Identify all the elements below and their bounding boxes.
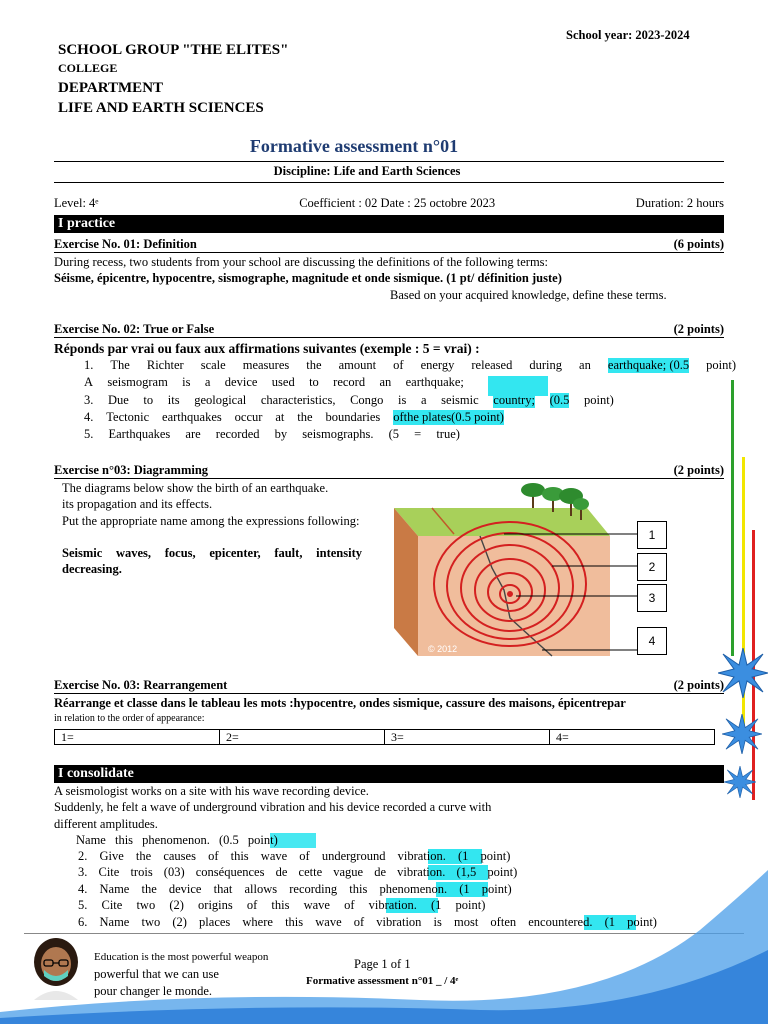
ex4-points: (2 points) <box>673 678 724 692</box>
word: true) <box>436 427 460 441</box>
item-number: 5. <box>84 427 94 441</box>
word: a <box>204 375 211 389</box>
ex1-line1: During recess, two students from your school are discussing the definitions of the following terms: <box>54 255 549 269</box>
college-label: COLLEGE <box>58 61 118 75</box>
item-number: 3. <box>84 393 94 407</box>
item-text: Name two (2) places where this wave of vibration is most often encountered. (1 point) <box>99 915 657 929</box>
page-title: Formative assessment n°01 <box>249 136 459 156</box>
item-number: 3. <box>78 865 88 879</box>
word: at <box>275 410 285 424</box>
word: point) <box>583 393 614 407</box>
coefficient-date: Coefficient : 02 Date : 25 octobre 2023 <box>299 196 496 210</box>
school-year: School year: 2023-2024 <box>566 28 690 42</box>
ex4-instruction: Réarrange et classe dans le tableau les mots :hypocentre, ondes sismique, cassure des maisons, épicentrepar <box>54 696 626 710</box>
word: of <box>393 358 404 372</box>
word: by <box>274 427 288 441</box>
ex2-item-5 <box>84 427 460 442</box>
word: during <box>529 358 563 372</box>
table-cell[interactable]: 3= <box>385 730 550 745</box>
ex3-line4: Seismic waves, focus, epicenter, fault, intensity decreasing. <box>62 546 362 576</box>
star-icon <box>722 714 762 754</box>
discipline-rule <box>54 182 724 183</box>
ex3-line2: its propagation and its effects. <box>62 497 213 511</box>
ex5-intro1: A seismologist works on a site with his wave recording device. <box>54 784 369 798</box>
ex1-points: (6 points) <box>673 237 724 251</box>
item-text: Give the causes of this wave of underground vibration. (1 point) <box>99 849 511 863</box>
ex2-title: Exercise No. 02: True or False <box>54 322 215 336</box>
item-text: Name the device that allows recording this phenomenon. (1 point) <box>99 882 512 896</box>
word: seismogram <box>107 375 168 389</box>
word: point) <box>706 358 736 372</box>
ex2-item-4 <box>84 410 504 425</box>
word-highlighted: (0.5 <box>549 393 570 407</box>
word: Congo <box>350 393 384 407</box>
page-number: Page 1 of 1 <box>354 957 411 971</box>
word: scale <box>200 358 226 372</box>
ex5-item-1 <box>76 833 278 848</box>
ex3-header <box>54 463 724 479</box>
word: Tectonic <box>106 410 150 424</box>
item-number: 1. <box>84 358 94 372</box>
ex2-item-1 <box>84 358 736 373</box>
table-row <box>55 730 715 745</box>
rearrangement-table <box>54 729 715 745</box>
word: earthquake; <box>405 375 464 389</box>
item-number: 6. <box>78 915 88 929</box>
ex1-line3: Based on your acquired knowledge, define these terms. <box>390 288 667 302</box>
ex1-line2: Séisme, épicentre, hypocentre, sismographe, magnitude et onde sismique. (1 pt/ définition juste) <box>54 271 562 285</box>
word-highlighted: country; <box>493 393 535 407</box>
ex1-title: Exercise No. 01: Definition <box>54 237 197 251</box>
word: Due <box>107 393 129 407</box>
item-number: 5. <box>78 898 88 912</box>
level: Level: 4ᵉ <box>54 196 99 210</box>
item-text: Cite two (2) origins of this wave of vibration. (1 point) <box>101 898 486 912</box>
word: the <box>306 358 322 372</box>
ex2-item-3 <box>84 393 614 408</box>
word: an <box>379 375 392 389</box>
word: are <box>185 427 201 441</box>
word: boundaries <box>325 410 381 424</box>
word: Earthquakes <box>108 427 171 441</box>
word: to <box>309 375 319 389</box>
footer-quote-3: pour changer le monde. <box>94 984 213 998</box>
table-cell[interactable]: 2= <box>220 730 385 745</box>
item-text: Name this phenomenon. (0.5 point) <box>76 833 278 847</box>
word: to <box>143 393 154 407</box>
word: The <box>110 358 130 372</box>
ex5-item-2 <box>78 849 510 864</box>
word: a <box>421 393 427 407</box>
diagram-label-3: 3 <box>637 584 667 612</box>
ex2-header <box>54 322 724 338</box>
ex3-line3: Put the appropriate name among the expressions following: <box>62 514 360 528</box>
word: A <box>84 375 94 389</box>
footer-quote-1: Education is the most powerful weapon <box>94 951 269 963</box>
footer-wave <box>0 870 768 1024</box>
word: measures <box>242 358 290 372</box>
word: amount <box>338 358 377 372</box>
item-number: 4. <box>84 410 94 424</box>
footer-title: Formative assessment n°01 _ / 4ᵉ <box>306 975 459 987</box>
word: geological <box>194 393 247 407</box>
word-highlighted: ofthe plates(0.5 point) <box>393 410 504 424</box>
section-consolidate-bar: I consolidate <box>54 765 724 783</box>
word: earthquakes <box>162 410 222 424</box>
word: an <box>579 358 591 372</box>
school-group: SCHOOL GROUP "THE ELITES" <box>58 42 289 58</box>
diagram-label-2: 2 <box>637 553 667 581</box>
discipline: Discipline: Life and Earth Sciences <box>273 164 461 178</box>
word: record <box>333 375 366 389</box>
title-rule <box>54 161 724 162</box>
ex4-note: in relation to the order of appearance: <box>54 713 205 724</box>
word: (5 <box>388 427 400 441</box>
ex5-intro3: different amplitudes. <box>54 817 158 831</box>
item-number: 2. <box>78 849 88 863</box>
ex5-intro2: Suddenly, he felt a wave of underground vibration and his device recorded a curve with <box>54 800 492 814</box>
ex3-points: (2 points) <box>673 463 724 477</box>
word-highlighted: earthquake; (0.5 <box>607 358 690 372</box>
earthquake-diagram <box>392 478 678 660</box>
word: seismic <box>441 393 479 407</box>
ex3-line1: The diagrams below show the birth of an earthquake. <box>62 481 329 495</box>
item-number: 4. <box>78 882 88 896</box>
ex4-title: Exercise No. 03: Rearrangement <box>54 678 228 692</box>
item-text: Cite trois (03) conséquences de cette vague de vibration. (1,5 point) <box>98 865 518 879</box>
ex3-title: Exercise n°03: Diagramming <box>54 463 209 477</box>
ex2-points: (2 points) <box>673 322 724 336</box>
info-row <box>54 196 724 211</box>
word: the <box>297 410 313 424</box>
section-practice-bar: I practice <box>54 215 724 233</box>
word: energy <box>420 358 455 372</box>
star-icon <box>718 648 768 698</box>
word: is <box>182 375 191 389</box>
table-cell[interactable]: 4= <box>550 730 715 745</box>
diagram-label-4: 4 <box>637 627 667 655</box>
word: Richter <box>146 358 184 372</box>
word: used <box>271 375 295 389</box>
ex1-header <box>54 237 724 253</box>
word: seismographs. <box>302 427 374 441</box>
table-cell[interactable]: 1= <box>55 730 220 745</box>
word: characteristics, <box>260 393 336 407</box>
side-line-green <box>731 380 734 656</box>
word: occur <box>234 410 263 424</box>
duration: Duration: 2 hours <box>635 196 724 210</box>
footer-quote-2: powerful that we can use <box>94 967 219 981</box>
department-label: DEPARTMENT <box>58 80 164 96</box>
word: is <box>398 393 407 407</box>
word: recorded <box>215 427 260 441</box>
ex4-header <box>54 678 724 694</box>
ex2-item-2 <box>84 375 464 390</box>
word: released <box>471 358 513 372</box>
star-icon <box>724 766 756 798</box>
word: device <box>224 375 258 389</box>
department-name: LIFE AND EARTH SCIENCES <box>58 100 264 116</box>
diagram-label-1: 1 <box>637 521 667 549</box>
word: = <box>414 427 422 441</box>
word: its <box>167 393 180 407</box>
ex2-instruction: Réponds par vrai ou faux aux affirmations suivantes (exemple : 5 = vrai) : <box>54 341 480 356</box>
copyright-text: © 2012 <box>428 644 458 654</box>
